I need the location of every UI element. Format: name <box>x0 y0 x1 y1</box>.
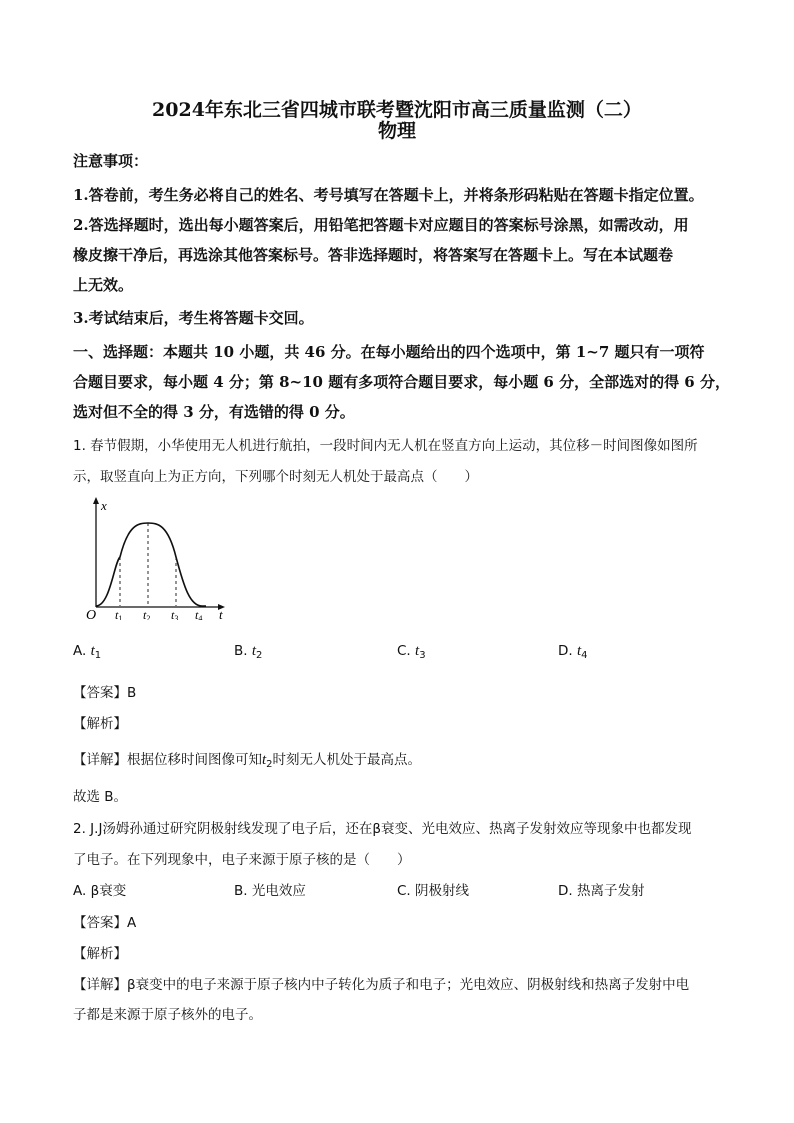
x-axis-label: t <box>219 607 223 620</box>
q1-analysis-heading: 【解析】 <box>73 716 127 732</box>
tick-t3: t3 <box>171 608 179 620</box>
section-1-line-1: 一、选择题：本题共 10 小题，共 46 分。在每小题给出的四个选项中，第 1~7 题只有一项符 <box>73 343 705 361</box>
y-axis-label: x <box>101 498 107 513</box>
note-1: 1.答卷前，考生务必将自己的姓名、考号填写在答题卡上，并将条形码粘贴在答题卡指定位置。 <box>73 186 704 204</box>
q2-option-a[interactable]: A. β衰变 <box>73 883 127 899</box>
origin-label: O <box>86 608 97 620</box>
q1-option-d[interactable]: D. $t_4$ <box>558 643 588 661</box>
q1-stem-line-2: 示，取竖直向上为正方向，下列哪个时刻无人机处于最高点（ ） <box>73 469 478 485</box>
q2-analysis-heading: 【解析】 <box>73 946 127 962</box>
note-3: 3.考试结束后，考生将答题卡交回。 <box>73 309 314 327</box>
note-2-line-1: 2.答选择题时，选出每小题答案后，用铅笔把答题卡对应题目的答案标号涂黑，如需改动，用 <box>73 216 689 234</box>
q2-option-d[interactable]: D. 热离子发射 <box>558 883 645 899</box>
q1-stem-line-1: 1. 春节假期，小华使用无人机进行航拍，一段时间内无人机在竖直方向上运动，其位移－时间图像如图所 <box>73 438 698 454</box>
note-2-line-2: 橡皮擦干净后，再选涂其他答案标号。答非选择题时，将答案写在答题卡上。写在本试题卷 <box>73 246 674 264</box>
q1-option-c[interactable]: C. $t_3$ <box>397 643 426 661</box>
tick-t2: t2 <box>143 608 151 620</box>
q2-stem-line-2: 了电子。在下列现象中，电子来源于原子核的是（ ） <box>73 852 411 868</box>
subject-title: 物理 <box>377 120 416 142</box>
q1-conclusion: 故选 B。 <box>73 789 128 805</box>
exam-title: 2024年东北三省四城市联考暨沈阳市高三质量监测（二） <box>152 99 642 121</box>
q1-option-a[interactable]: A. $t_1$ <box>73 643 102 661</box>
q2-detail-line-1: 【详解】β衰变中的电子来源于原子核内中子转化为质子和电子；光电效应、阴极射线和热离子发射中电 <box>73 977 690 993</box>
tick-t1: t1 <box>115 608 123 620</box>
y-axis-arrow <box>93 497 99 504</box>
q2-option-b[interactable]: B. 光电效应 <box>234 883 306 899</box>
q2-stem-line-1: 2. J.J汤姆孙通过研究阴极射线发现了电子后，还在β衰变、光电效应、热离子发射效应等现象中也都发现 <box>73 821 692 837</box>
q2-answer: 【答案】A <box>73 915 137 931</box>
section-1-line-2: 合题目要求，每小题 4 分；第 8~10 题有多项符合题目要求，每小题 6 分，全部选对的得 6 分， <box>73 373 730 391</box>
q1-displacement-time-graph <box>80 495 230 620</box>
notes-heading: 注意事项： <box>73 152 149 170</box>
q1-option-b[interactable]: B. $t_2$ <box>234 643 263 661</box>
q2-detail-line-2: 子都是来源于原子核外的电子。 <box>73 1007 262 1023</box>
note-2-line-3: 上无效。 <box>73 276 134 294</box>
q1-detail: 【详解】根据位移时间图像可知$t_2$时刻无人机处于最高点。 <box>73 752 422 770</box>
tick-t4: t4 <box>195 608 203 620</box>
q1-answer: 【答案】B <box>73 685 137 701</box>
q2-option-c[interactable]: C. 阴极射线 <box>397 883 470 899</box>
displacement-curve <box>96 523 206 606</box>
section-1-line-3: 选对但不全的得 3 分，有选错的得 0 分。 <box>73 403 355 421</box>
